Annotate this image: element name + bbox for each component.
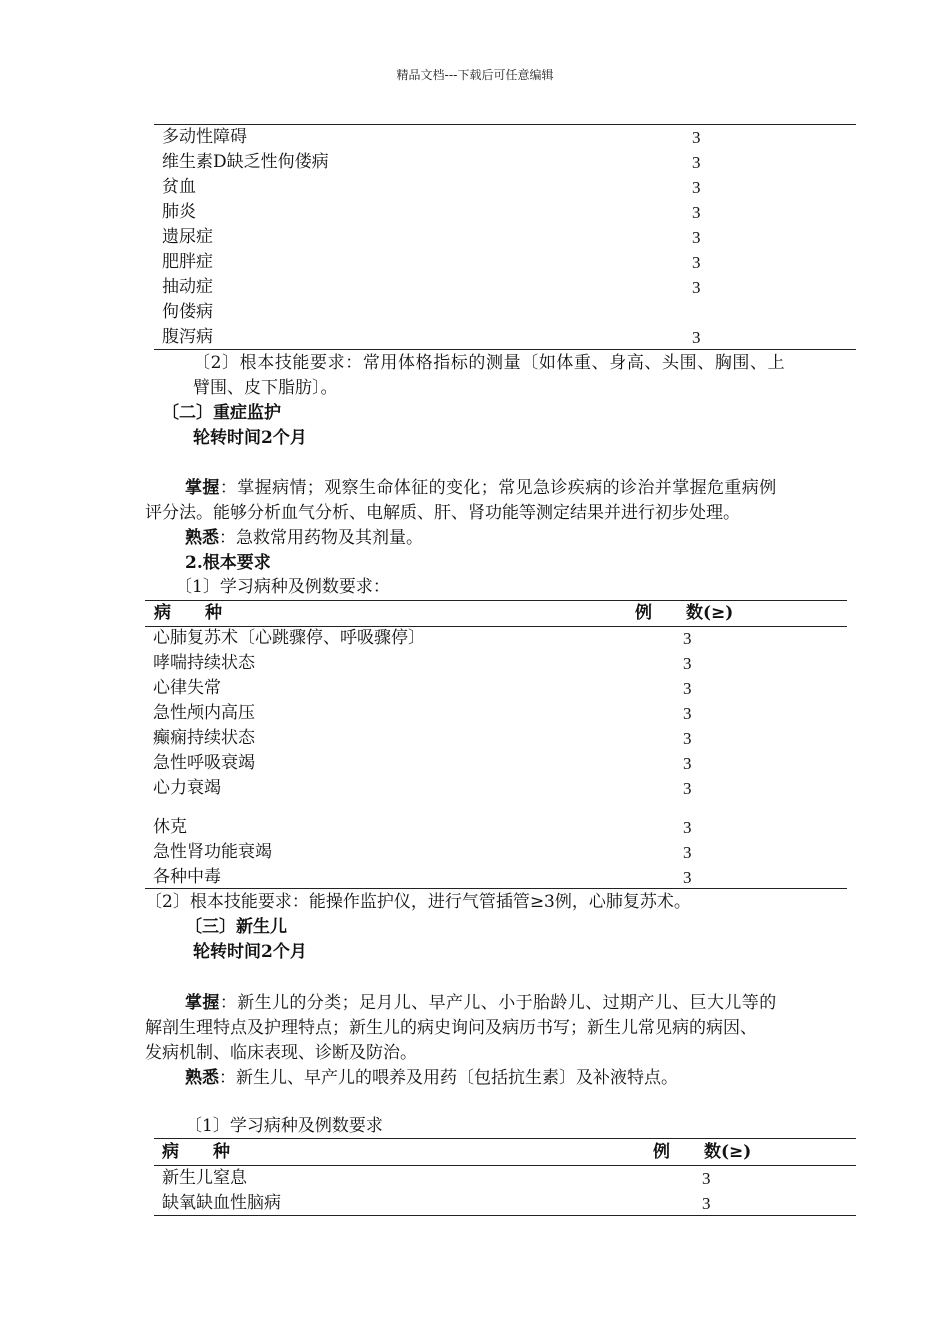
table2-col-disease: 病 种 — [154, 603, 222, 623]
section3-list-title: 〔1〕学习病种及例数要求 — [185, 1116, 383, 1136]
section2-familiar-text: ：急救常用药物及其剂量。 — [219, 528, 423, 548]
disease-name: 急性肾功能衰竭 — [153, 842, 272, 862]
section2-list-title: 〔1〕学习病种及例数要求： — [175, 577, 390, 597]
disease-name: 抽动症 — [162, 277, 213, 297]
disease-name: 休克 — [153, 817, 187, 837]
table-row — [153, 865, 853, 890]
table-row — [153, 840, 853, 865]
page-header: 精品文档---下载后可任意编辑 — [396, 68, 554, 82]
case-count: 3 — [702, 1194, 711, 1213]
section3-master-label: 掌握 — [185, 993, 220, 1013]
case-count: 3 — [692, 153, 701, 172]
table-row — [162, 225, 862, 250]
disease-name: 肺炎 — [162, 202, 196, 222]
case-count: 3 — [702, 1169, 711, 1188]
table2-top-rule — [145, 600, 847, 601]
disease-name: 哮喘持续状态 — [153, 653, 255, 673]
disease-name: 腹泻病 — [162, 327, 213, 347]
section2-skill: 〔2〕根本技能要求：能操作监护仪，进行气管插管≥3例，心肺复苏术。 — [145, 892, 691, 912]
case-count: 3 — [683, 629, 692, 648]
section3-master-line2: 解剖生理特点及护理特点；新生儿的病史询问及病历书写；新生儿常见病的病因、 — [145, 1018, 757, 1038]
section2-rotation: 轮转时间2个月 — [193, 428, 307, 448]
section3-rotation: 轮转时间2个月 — [193, 942, 307, 962]
disease-name: 各种中毒 — [153, 867, 221, 887]
table2-bottom-rule — [145, 888, 847, 889]
case-count: 3 — [683, 704, 692, 723]
table-row — [162, 275, 862, 300]
case-count: 3 — [683, 679, 692, 698]
disease-name: 急性呼吸衰竭 — [153, 753, 255, 773]
section3-master-text: ：新生儿的分类；足月儿、早产儿、小于胎龄儿、过期产儿、巨大儿等的 — [219, 993, 777, 1013]
table-row — [162, 325, 862, 350]
case-count: 3 — [683, 779, 692, 798]
disease-name: 佝偻病 — [162, 302, 213, 322]
skill1-line2: 臂围、皮下脂肪〕。 — [193, 378, 338, 398]
table-row — [153, 676, 853, 701]
disease-name: 急性颅内高压 — [153, 703, 255, 723]
case-count: 3 — [692, 178, 701, 197]
table-row — [153, 651, 853, 676]
case-count: 3 — [683, 754, 692, 773]
case-count: 3 — [692, 328, 701, 347]
table-row — [162, 1166, 862, 1191]
section2-master-line1 — [185, 476, 777, 501]
section2-title: 〔二〕重症监护 — [162, 403, 281, 423]
case-count: 3 — [683, 818, 692, 837]
section2-master-text: ：掌握病情；观察生命体征的变化；常见急诊疾病的诊治并掌握危重病例 — [219, 478, 777, 498]
section3-familiar-text: ：新生儿、早产儿的喂养及用药〔包括抗生素〕及补液特点。 — [219, 1068, 678, 1088]
table-row — [153, 701, 853, 726]
case-count: 3 — [692, 278, 701, 297]
table1-bottom-rule — [154, 349, 856, 350]
table-row — [162, 250, 862, 275]
section2-familiar-label: 熟悉 — [185, 528, 219, 548]
disease-name: 心力衰竭 — [153, 778, 221, 798]
section3-master-line1 — [185, 991, 777, 1016]
table-row — [162, 200, 862, 225]
section2-master-label: 掌握 — [185, 478, 220, 498]
section3-title: 〔三〕新生儿 — [185, 917, 287, 937]
disease-name: 肥胖症 — [162, 252, 213, 272]
section2-familiar — [185, 526, 423, 551]
table-row — [162, 175, 862, 200]
table2-col-count: 例 数(≥) — [635, 603, 734, 623]
case-count: 3 — [692, 253, 701, 272]
disease-name: 遗尿症 — [162, 227, 213, 247]
section2-master-line2: 评分法。能够分析血气分析、电解质、肝、肾功能等测定结果并进行初步处理。 — [145, 503, 740, 523]
table3-col-count: 例 数(≥) — [653, 1142, 752, 1162]
disease-name: 贫血 — [162, 177, 196, 197]
case-count: 3 — [683, 843, 692, 862]
case-count: 3 — [683, 654, 692, 673]
case-count: 3 — [692, 203, 701, 222]
table-row — [153, 815, 853, 840]
disease-name: 癫痫持续状态 — [153, 728, 255, 748]
disease-name: 心肺复苏术〔心跳骤停、呼吸骤停〕 — [153, 628, 425, 648]
section3-familiar — [185, 1066, 678, 1091]
section2-basic-title: 2.根本要求 — [185, 553, 271, 573]
case-count: 3 — [692, 228, 701, 247]
table-row — [153, 751, 853, 776]
table-row — [153, 776, 853, 801]
table3-top-rule — [154, 1138, 856, 1139]
case-count: 3 — [692, 128, 701, 147]
disease-name: 新生儿窒息 — [162, 1168, 247, 1188]
table-row — [153, 626, 853, 651]
disease-name: 缺氧缺血性脑病 — [162, 1193, 281, 1213]
table-row — [162, 150, 862, 175]
table3-col-disease: 病 种 — [162, 1142, 230, 1162]
table-row — [162, 1191, 862, 1216]
case-count: 3 — [683, 868, 692, 887]
table-row — [162, 300, 862, 325]
section3-familiar-label: 熟悉 — [185, 1068, 219, 1088]
case-count: 3 — [683, 729, 692, 748]
table-row — [162, 125, 862, 150]
section3-master-line3: 发病机制、临床表现、诊断及防治。 — [145, 1043, 417, 1063]
disease-name: 心律失常 — [153, 678, 221, 698]
table3-bottom-rule — [154, 1215, 856, 1216]
table-row — [153, 726, 853, 751]
skill1-line1: 〔2〕根本技能要求：常用体格指标的测量〔如体重、身高、头围、胸围、上 — [193, 353, 786, 373]
disease-name: 维生素D缺乏性佝偻病 — [162, 152, 329, 172]
disease-name: 多动性障碍 — [162, 127, 247, 147]
